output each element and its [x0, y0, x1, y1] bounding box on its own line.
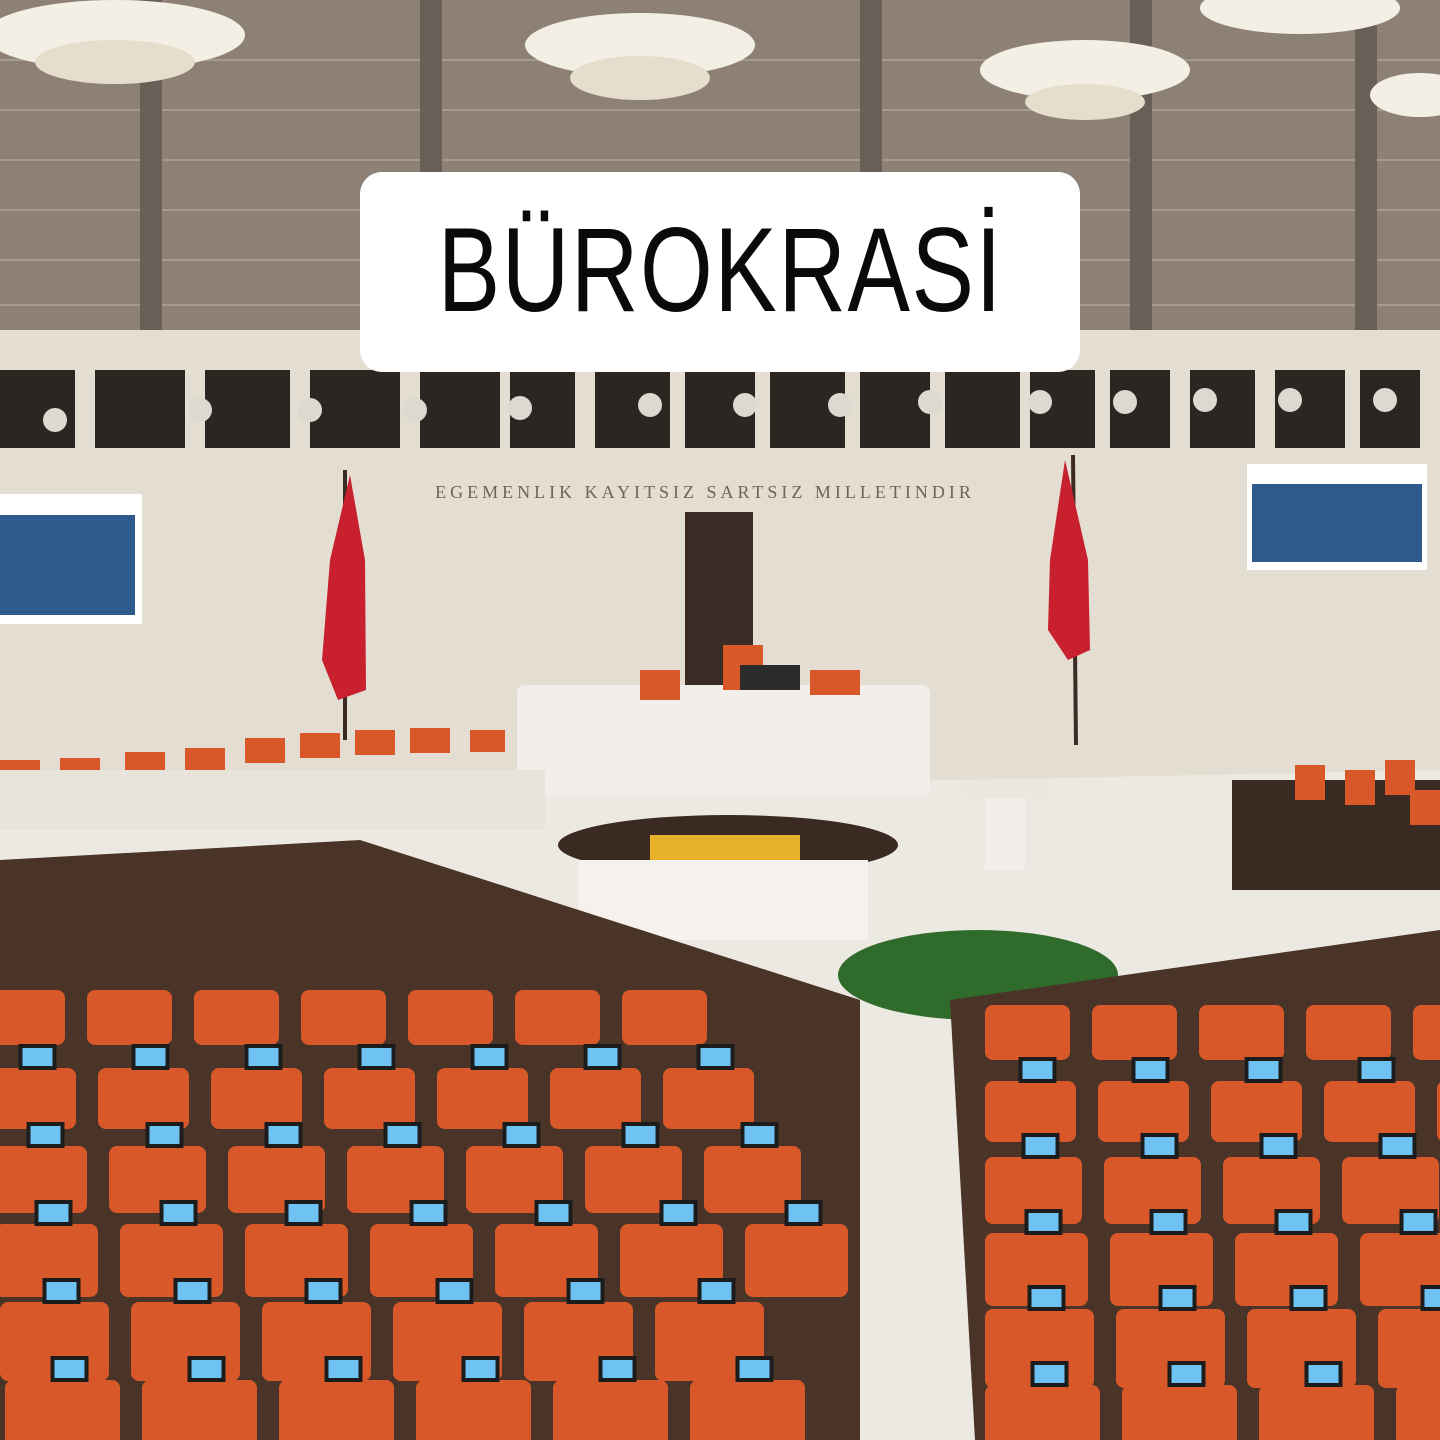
monitor-screen — [37, 1202, 71, 1224]
monitor-screen — [1360, 1059, 1394, 1081]
monitor-screen — [1021, 1059, 1055, 1081]
monitor-screen — [464, 1358, 498, 1380]
seat — [1413, 1005, 1440, 1060]
seat — [1092, 1005, 1177, 1060]
rear-rail — [0, 770, 545, 830]
right-display-screen — [1247, 464, 1427, 570]
monitor-screen — [29, 1124, 63, 1146]
monitor-screen — [1402, 1211, 1436, 1233]
monitor-screen — [700, 1280, 734, 1302]
seat — [5, 1380, 120, 1440]
monitor-screen — [569, 1280, 603, 1302]
seat — [1122, 1385, 1237, 1440]
monitor-screen — [586, 1046, 620, 1068]
monitor-screen — [1277, 1211, 1311, 1233]
wall-inscription: EGEMENLIK KAYITSIZ SARTSIZ MILLETINDIR — [435, 482, 975, 502]
monitor-screen — [699, 1046, 733, 1068]
monitor-screen — [247, 1046, 281, 1068]
monitor-screen — [1027, 1211, 1061, 1233]
monitor-screen — [1423, 1287, 1440, 1309]
monitor-screen — [21, 1046, 55, 1068]
seat — [985, 1385, 1100, 1440]
monitor-screen — [287, 1202, 321, 1224]
monitor-screen — [624, 1124, 658, 1146]
monitor-screen — [1262, 1135, 1296, 1157]
seat — [211, 1068, 302, 1129]
monitor-screen — [1143, 1135, 1177, 1157]
monitor-screen — [1170, 1363, 1204, 1385]
monitor-screen — [505, 1124, 539, 1146]
monitor-screen — [53, 1358, 87, 1380]
seat — [553, 1380, 668, 1440]
monitor-screen — [743, 1124, 777, 1146]
monitor-screen — [1152, 1211, 1186, 1233]
seat — [0, 1068, 76, 1129]
monitor-screen — [787, 1202, 821, 1224]
seat — [416, 1380, 531, 1440]
monitor-screen — [267, 1124, 301, 1146]
monitor-screen — [45, 1280, 79, 1302]
seat — [515, 990, 600, 1045]
monitor-screen — [1381, 1135, 1415, 1157]
monitor-screen — [1307, 1363, 1341, 1385]
monitor-screen — [134, 1046, 168, 1068]
seat — [301, 990, 386, 1045]
monitor-screen — [1030, 1287, 1064, 1309]
seat — [87, 990, 172, 1045]
monitor-screen — [537, 1202, 571, 1224]
monitor-screen — [1134, 1059, 1168, 1081]
monitor-screen — [1292, 1287, 1326, 1309]
seat — [550, 1068, 641, 1129]
seat — [98, 1068, 189, 1129]
seat — [1306, 1005, 1391, 1060]
seat — [0, 990, 65, 1045]
monitor-screen — [360, 1046, 394, 1068]
seat — [1259, 1385, 1374, 1440]
seat — [985, 1005, 1070, 1060]
caption-label — [360, 172, 1080, 372]
caption-text: BÜROKRASİ — [437, 203, 1003, 337]
monitor-screen — [307, 1280, 341, 1302]
monitor-screen — [148, 1124, 182, 1146]
monitor-screen — [386, 1124, 420, 1146]
monitor-screen — [738, 1358, 772, 1380]
seat — [663, 1068, 754, 1129]
monitor-screen — [473, 1046, 507, 1068]
monitor-screen — [662, 1202, 696, 1224]
monitor-screen — [438, 1280, 472, 1302]
monitor-screen — [1033, 1363, 1067, 1385]
seat — [1324, 1081, 1415, 1142]
monitor-screen — [190, 1358, 224, 1380]
seat — [142, 1380, 257, 1440]
seat — [690, 1380, 805, 1440]
monitor-screen — [601, 1358, 635, 1380]
seat — [1098, 1081, 1189, 1142]
monitor-screen — [1024, 1135, 1058, 1157]
seat — [1378, 1309, 1440, 1388]
seat — [324, 1068, 415, 1129]
seat — [194, 990, 279, 1045]
seat — [1211, 1081, 1302, 1142]
seat — [279, 1380, 394, 1440]
seat — [437, 1068, 528, 1129]
seat — [408, 990, 493, 1045]
left-display-screen — [0, 494, 142, 624]
monitor-screen — [162, 1202, 196, 1224]
monitor-screen — [412, 1202, 446, 1224]
monitor-screen — [1247, 1059, 1281, 1081]
monitor-screen — [176, 1280, 210, 1302]
seat — [1199, 1005, 1284, 1060]
seat — [745, 1224, 848, 1297]
seat — [985, 1081, 1076, 1142]
monitor-screen — [1161, 1287, 1195, 1309]
monitor-screen — [327, 1358, 361, 1380]
seat — [622, 990, 707, 1045]
seat — [1396, 1385, 1440, 1440]
